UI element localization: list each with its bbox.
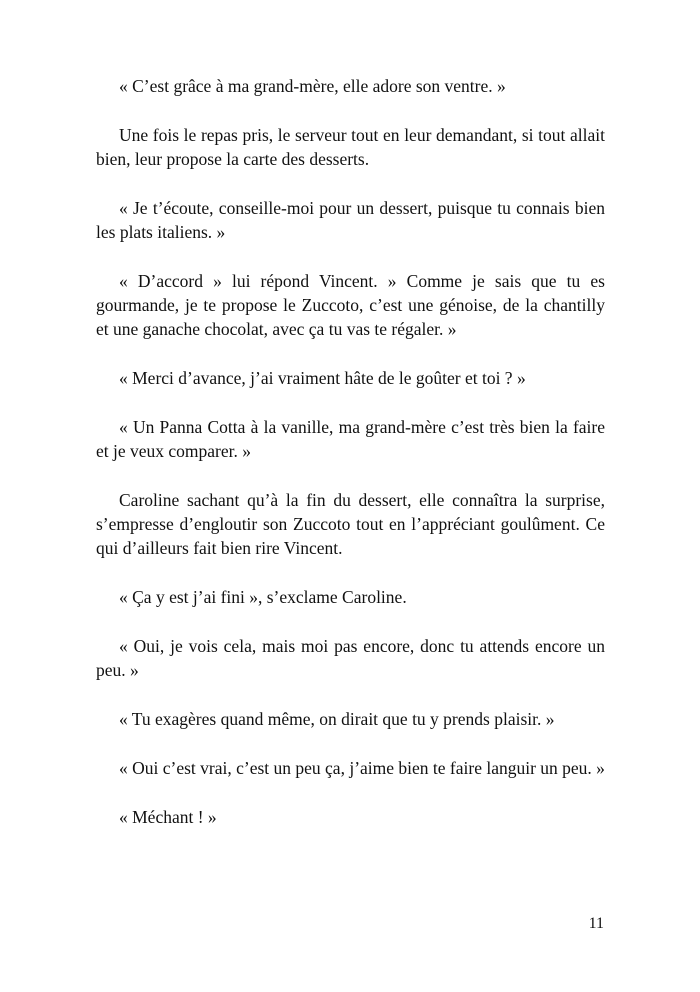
paragraph: « Merci d’avance, j’ai vraiment hâte de le goûter et toi ? »: [119, 368, 526, 388]
paragraph: « Oui c’est vrai, c’est un peu ça, j’aime bien te faire languir un peu. »: [119, 758, 605, 778]
page-number: 11: [588, 915, 604, 932]
paragraph: « Méchant ! »: [119, 807, 217, 827]
body-text: [96, 74, 605, 854]
paragraph: « D’accord » lui répond Vincent. » Comme je sais que tu es gourmande, je te propose le Zuccoto, c’est une génoise, de la chantilly et une ganache chocolat, avec ça tu vas te régaler. »: [96, 271, 605, 339]
paragraph: « Oui, je vois cela, mais moi pas encore, donc tu attends encore un peu. »: [96, 636, 605, 680]
paragraph: « Je t’écoute, conseille-moi pour un dessert, puisque tu connais bien les plats italiens. »: [96, 198, 605, 242]
paragraph: Caroline sachant qu’à la fin du dessert, elle connaîtra la surprise, s’empresse d’engloutir son Zuccoto tout en l’appréciant goulûment. Ce qui d’ailleurs fait bien rire Vincent.: [96, 490, 605, 558]
paragraph: « C’est grâce à ma grand-mère, elle adore son ventre. »: [119, 76, 506, 96]
paragraph: Une fois le repas pris, le serveur tout en leur demandant, si tout allait bien, leur propose la carte des desserts.: [96, 125, 605, 169]
paragraph: « Ça y est j’ai fini », s’exclame Caroline.: [119, 587, 407, 607]
paragraph: « Un Panna Cotta à la vanille, ma grand-mère c’est très bien la faire et je veux comparer. »: [96, 417, 605, 461]
paragraph: « Tu exagères quand même, on dirait que tu y prends plaisir. »: [119, 709, 555, 729]
